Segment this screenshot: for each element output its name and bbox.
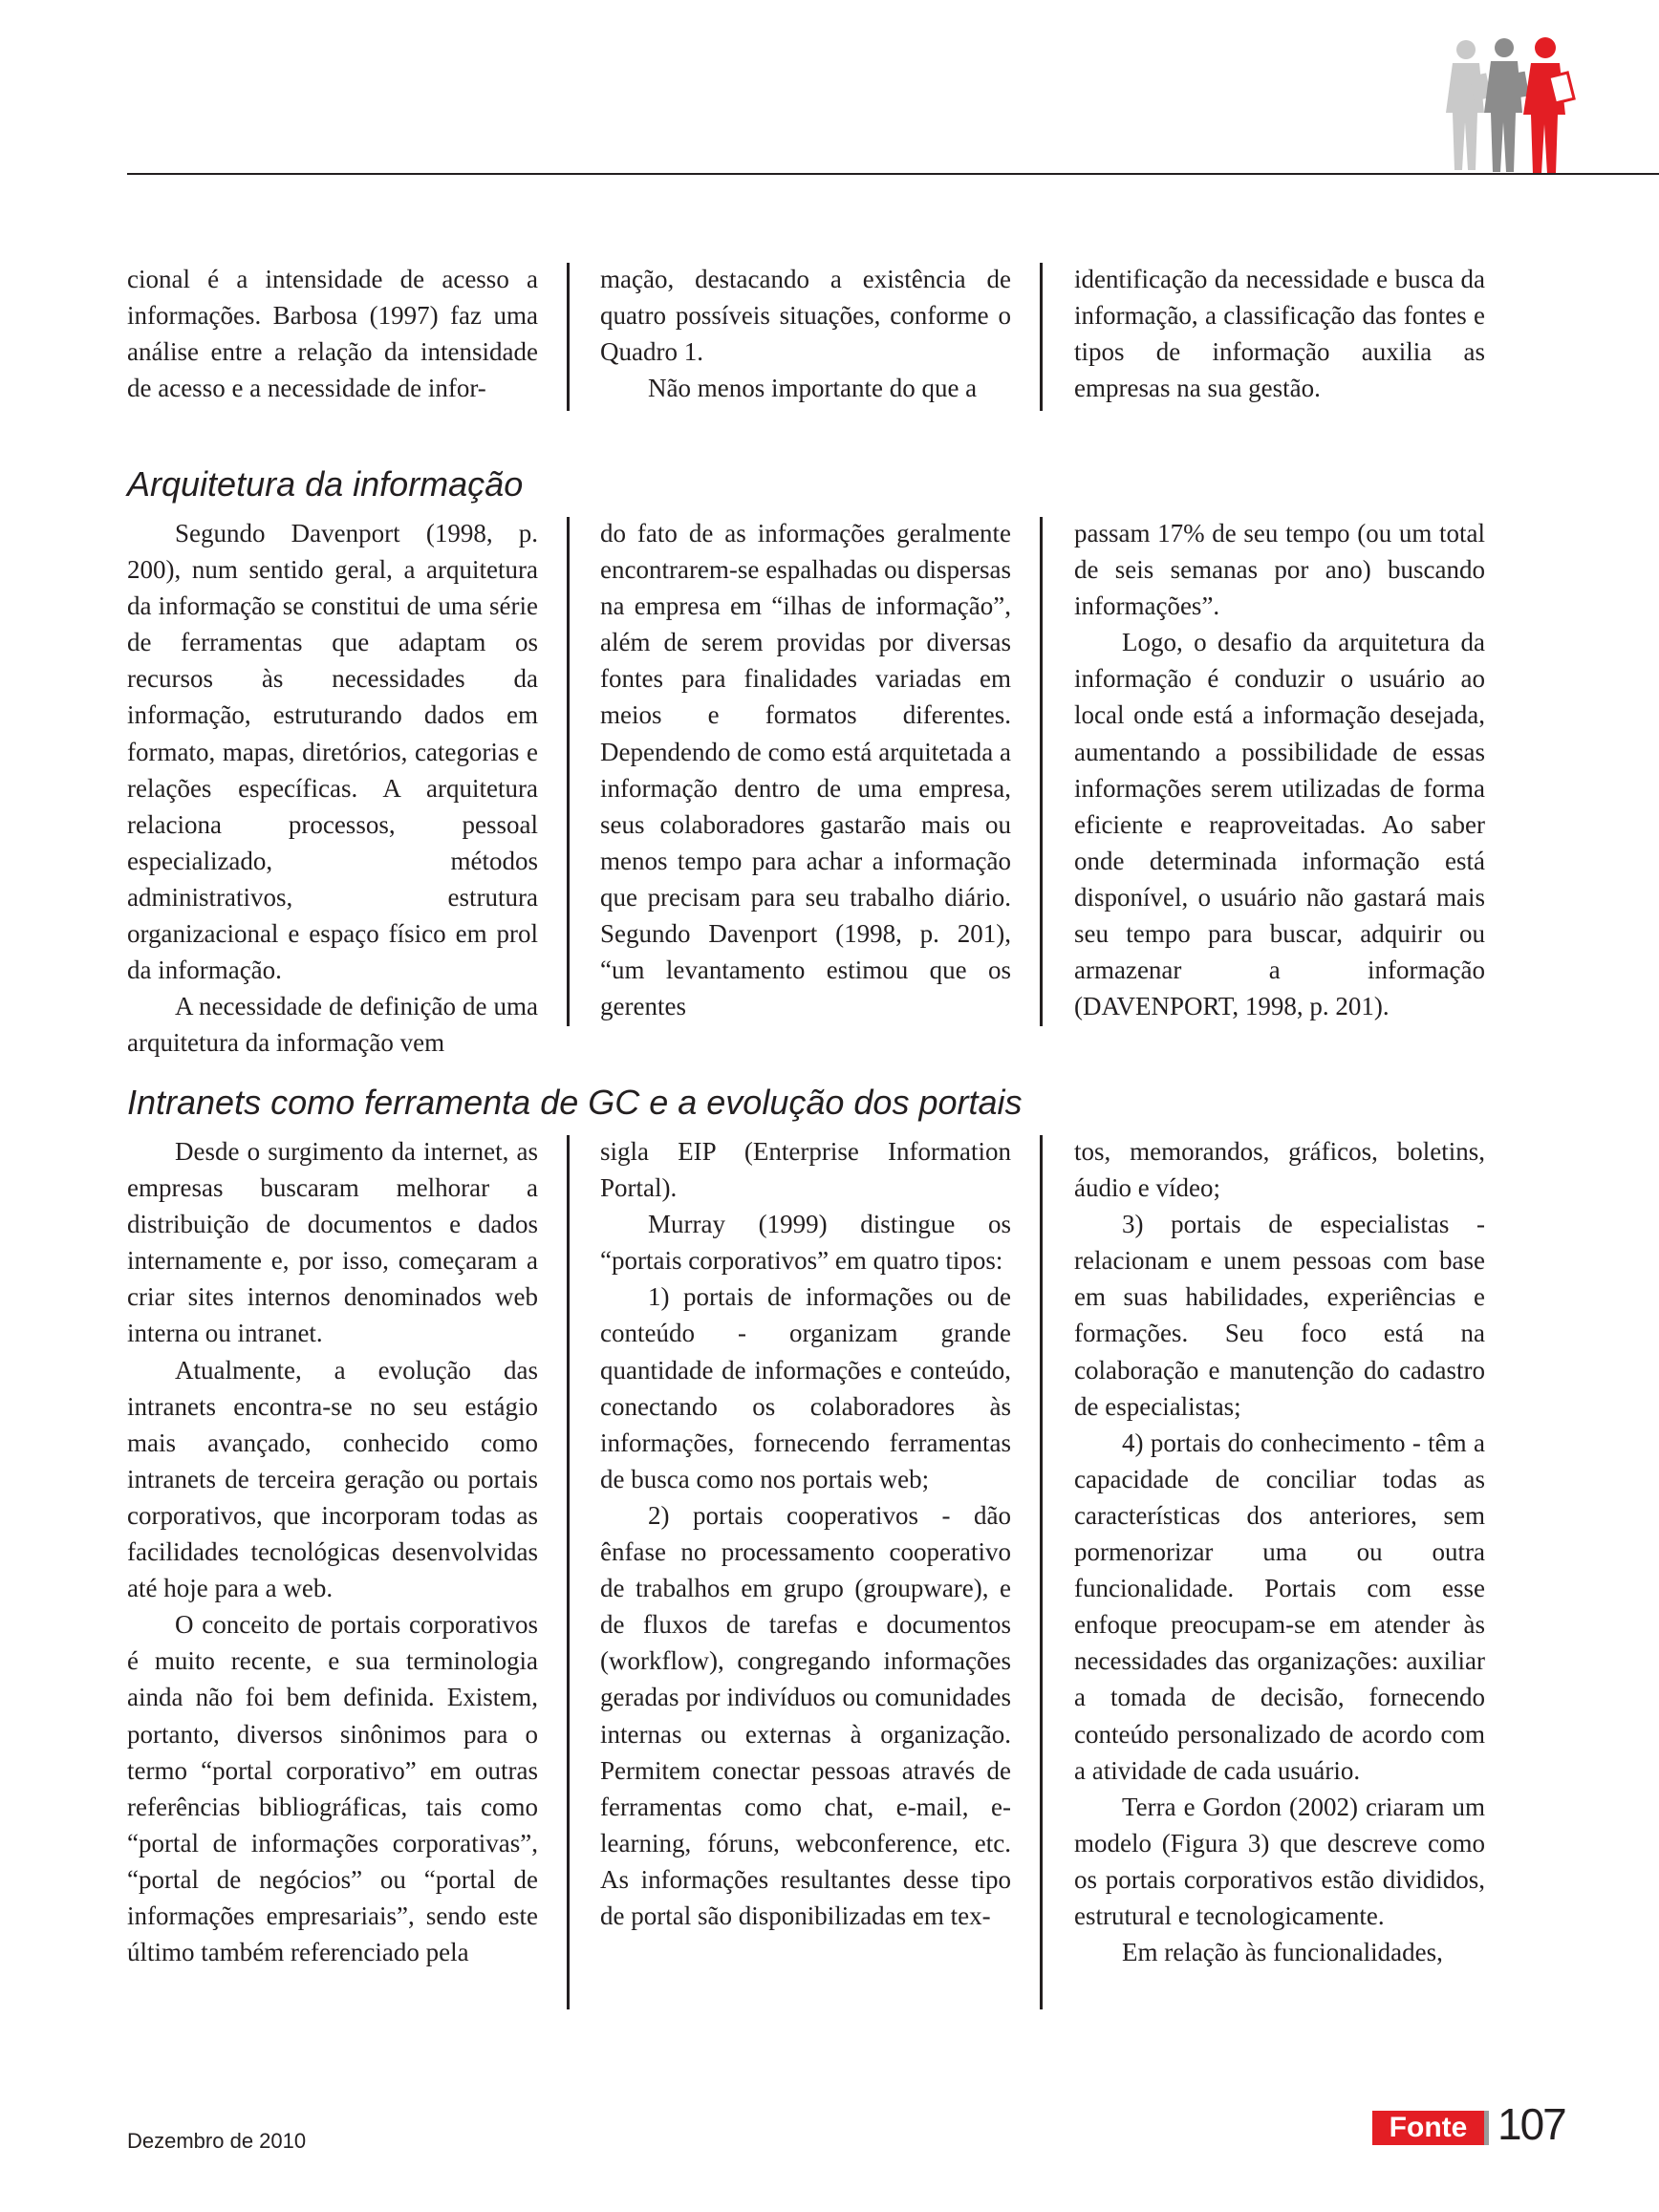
header-rule xyxy=(127,173,1659,175)
paragraph: do fato de as informações geralmente encontrarem-se espalhadas ou dispersas na empresa em “ilhas de informação”, além de serem providas por diversas fontes para finalidades variadas em meios e formatos diferentes. Dependendo de como está arquitetada a informação dentro de uma empresa, seus colaboradores gastarão mais ou menos tempo para achar a informação que precisam para seu trabalho diário. Segundo Davenport (1998, p. 201), “um levantamento estimou que os gerentes xyxy=(600,519,1011,1021)
section2-columns xyxy=(127,1133,1484,2012)
intro-column-3 xyxy=(1074,261,1485,406)
section-heading: Intranets como ferramenta de GC e a evolução dos portais xyxy=(127,1083,1023,1122)
section-heading: Arquitetura da informação xyxy=(127,464,524,504)
paragraph: cional é a intensidade de acesso a informações. Barbosa (1997) faz uma análise entre a relação da intensidade de acesso e a necessidade de infor- xyxy=(127,265,538,403)
paragraph: 1) portais de informações ou de conteúdo - organizam grande quantidade de informações e conteúdo, conectando os colaboradores às informações, fornecendo ferramentas de busca como nos portais web; xyxy=(600,1282,1011,1493)
paragraph: Murray (1999) distingue os “portais corporativos” em quatro tipos: xyxy=(600,1210,1011,1276)
paragraph: Desde o surgimento da internet, as empresas buscaram melhorar a distribuição de documentos e dados internamente e, por isso, começaram a criar sites internos denominados web interna ou intranet. xyxy=(127,1137,538,1348)
section1-column-2 xyxy=(600,515,1011,1024)
section1-column-3 xyxy=(1074,515,1485,1024)
intro-columns xyxy=(127,261,1484,414)
footer-date: Dezembro de 2010 xyxy=(127,2129,307,2153)
magazine-logo: Fonte xyxy=(1372,2111,1489,2145)
paragraph: Segundo Davenport (1998, p. 200), num sentido geral, a arquitetura da informação se constitui de uma série de ferramentas que adaptam os recursos às necessidades da informação, estruturando dados em formato, mapas, diretórios, categorias e relações específicas. A arquitetura relaciona processos, pessoal especializado, métodos administrativos, estrutura organizacional e espaço físico em prol da informação. xyxy=(127,519,538,985)
paragraph: tos, memorandos, gráficos, boletins, áudio e vídeo; xyxy=(1074,1137,1485,1203)
paragraph: identificação da necessidade e busca da informação, a classificação das fontes e tipos de informação auxilia as empresas na sua gestão. xyxy=(1074,265,1485,403)
paragraph: 2) portais cooperativos - dão ênfase no processamento cooperativo de trabalhos em grupo (groupware), e de fluxos de tarefas e documentos (workflow), congregando informações geradas por indivíduos ou comunidades internas ou externas à organização. Permitem conectar pessoas através de ferramentas como chat, e-mail, e-learning, fóruns, webconference, etc. As informações resultantes desse tipo de portal são disponibilizadas em tex- xyxy=(600,1500,1011,1930)
paragraph: passam 17% de seu tempo (ou um total de seis semanas por ano) buscando informações”. xyxy=(1074,519,1485,621)
column-divider xyxy=(1040,517,1043,1026)
column-divider xyxy=(567,263,570,411)
intro-column-2 xyxy=(600,261,1011,406)
intro-column-1 xyxy=(127,261,538,406)
paragraph: O conceito de portais corporativos é muito recente, e sua terminologia ainda não foi bem definida. Existem, portanto, diversos sinônimos para o termo “portal corporativo” em outras referências bibliográficas, tais como “portal de informações corporativas”, “portal de negócios” ou “portal de informações empresariais”, sendo este último também referenciado pela xyxy=(127,1610,538,1967)
column-divider xyxy=(567,1135,570,2009)
section1-column-1 xyxy=(127,515,538,1061)
paragraph: Logo, o desafio da arquitetura da informação é conduzir o usuário ao local onde está a informação desejada, aumentando a possibilidade de essas informações serem utilizadas de forma eficiente e reaproveitadas. Ao saber onde determinada informação está disponível, o usuário não gastará mais seu tempo para buscar, adquirir ou armazenar a informação (DAVENPORT, 1998, p. 201). xyxy=(1074,628,1485,1021)
paragraph: 4) portais do conhecimento - têm a capacidade de conciliar todas as características dos anteriores, sem pormenorizar uma ou outra funcionalidade. Portais com esse enfoque preocupam-se em atender às necessidades das organizações: auxiliar a tomada de decisão, fornecendo conteúdo personalizado de acordo com a atividade de cada usuário. xyxy=(1074,1428,1485,1785)
column-divider xyxy=(1040,1135,1043,2009)
column-divider xyxy=(1040,263,1043,411)
section2-column-1 xyxy=(127,1133,538,1970)
section1-columns xyxy=(127,515,1485,1058)
paragraph: Não menos importante do que a xyxy=(648,374,978,403)
paragraph: mação, destacando a existência de quatro possíveis situações, conforme o Quadro 1. xyxy=(600,265,1011,367)
paragraph: Terra e Gordon (2002) criaram um modelo (Figura 3) que descreve como os portais corporativos estão divididos, estrutural e tecnologicamente. xyxy=(1074,1792,1485,1930)
three-people-figures-icon xyxy=(1445,36,1593,175)
paragraph: 3) portais de especialistas - relacionam e unem pessoas com base em suas habilidades, experiências e formações. Seu foco está na colaboração e manutenção do cadastro de especialistas; xyxy=(1074,1210,1485,1421)
column-divider xyxy=(567,517,570,1026)
paragraph: sigla EIP (Enterprise Information Portal). xyxy=(600,1137,1011,1203)
paragraph: Em relação às funcionalidades, xyxy=(1122,1938,1443,1967)
section2-column-2 xyxy=(600,1133,1011,1934)
section2-column-3 xyxy=(1074,1133,1485,1970)
paragraph: A necessidade de definição de uma arquitetura da informação vem xyxy=(127,992,538,1058)
page-number: 107 xyxy=(1497,2099,1565,2149)
paragraph: Atualmente, a evolução das intranets encontra-se no seu estágio mais avançado, conhecido como intranets de terceira geração ou portais corporativos, que incorporam todas as facilidades tecnológicas desenvolvidas até hoje para a web. xyxy=(127,1355,538,1603)
